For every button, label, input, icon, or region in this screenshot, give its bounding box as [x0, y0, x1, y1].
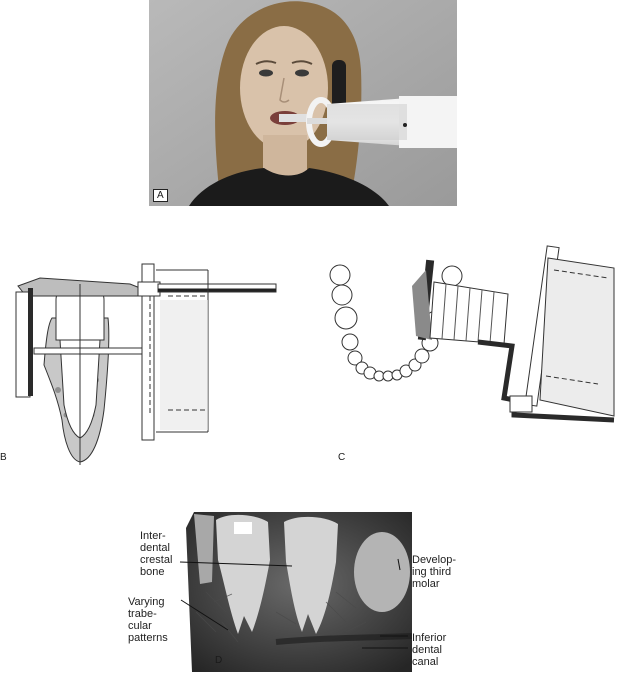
paralleling-side-view — [0, 240, 300, 465]
panel-c-diagram — [318, 240, 619, 465]
patient-photo-illustration — [149, 0, 457, 206]
annotation-interdental-crestal-bone — [140, 530, 172, 578]
panel-d-label: D — [215, 655, 223, 666]
annotation-inferior-dental-canal — [412, 632, 446, 668]
annotation-line: Inferior — [412, 632, 447, 644]
annotation-line: Varying — [128, 596, 165, 608]
annotation-line: dental — [140, 542, 170, 554]
annotation-line: bone — [140, 566, 165, 578]
annotation-line: canal — [412, 656, 439, 668]
arch-occlusal-view — [318, 240, 619, 465]
annotation-line: cular — [128, 620, 152, 632]
annotation-line: Develop- — [412, 554, 457, 566]
annotation-line: crestal — [140, 554, 173, 566]
panel-a-photo — [149, 0, 457, 206]
panel-b-diagram — [0, 240, 300, 465]
annotation-line: ing third — [412, 566, 452, 578]
annotation-line: molar — [412, 578, 440, 590]
annotation-developing-third-molar — [412, 554, 456, 590]
panel-d-radiograph — [186, 512, 412, 672]
annotation-line: Inter- — [140, 530, 166, 542]
panel-b-label: B — [0, 452, 7, 463]
panel-a-label: A — [153, 189, 168, 202]
annotation-trabecular-patterns — [128, 596, 168, 644]
panel-c-label: C — [338, 452, 346, 463]
annotation-line: patterns — [128, 632, 168, 644]
annotation-line: dental — [412, 644, 442, 656]
annotation-line: trabe- — [128, 608, 157, 620]
radiograph-image — [186, 512, 412, 672]
panel-a-label-box — [153, 189, 168, 202]
